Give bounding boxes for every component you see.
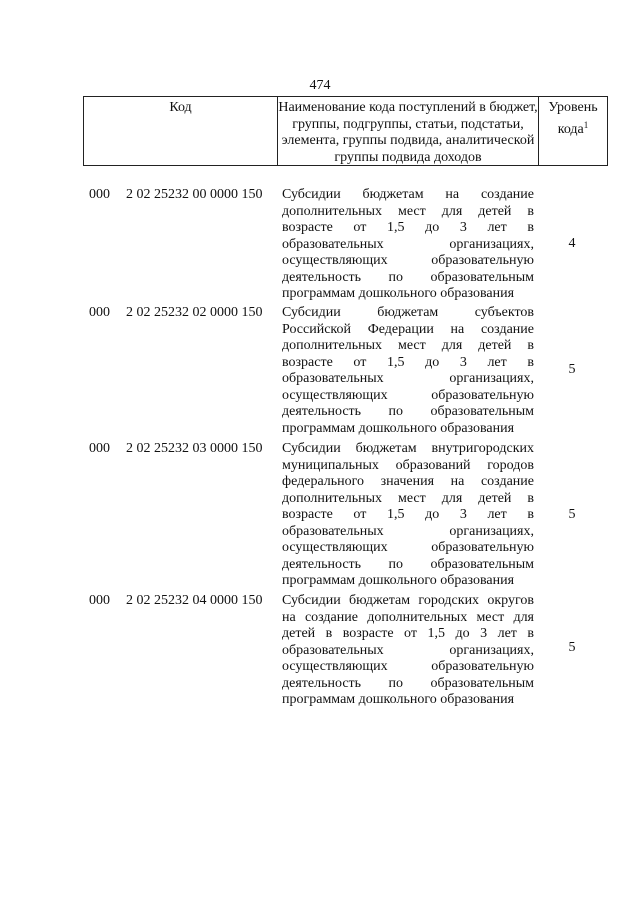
- row-revenue-code: 2 02 25232 04 0000 150: [126, 593, 263, 608]
- row-revenue-code: 2 02 25232 03 0000 150: [126, 441, 263, 456]
- row-admin-code: 000: [89, 441, 110, 456]
- row-description: Субсидии бюджетам городских округов на создание дополнительных мест для детей в возрасте от 1,5 до 3 лет в образовательных организациях, осуществляющих образовательную деятельность по образовательным программам дошкольного образования: [282, 593, 534, 707]
- header-name: Наименование кода поступлений в бюджет, группы, подгруппы, статьи, подстатьи, элемента, группы подвида, аналитической группы подвида доходов: [278, 97, 539, 165]
- header-code: Код: [84, 97, 278, 165]
- page-number: 474: [309, 78, 331, 93]
- row-revenue-code: 2 02 25232 02 0000 150: [126, 305, 263, 320]
- header-level-label: Уровень кода: [548, 100, 598, 137]
- row-level: 4: [568, 236, 576, 251]
- row-level: 5: [568, 507, 576, 522]
- row-revenue-code: 2 02 25232 00 0000 150: [126, 187, 263, 202]
- header-level-footnote: 1: [583, 119, 589, 130]
- row-admin-code: 000: [89, 187, 110, 202]
- row-description: Субсидии бюджетам субъектов Российской Федерации на создание дополнительных мест для детей в возрасте от 1,5 до 3 лет в образовательных организациях, осуществляющих образовательную деятельность по образовательным программам дошкольного образования: [282, 305, 534, 436]
- row-level: 5: [568, 640, 576, 655]
- row-description: Субсидии бюджетам внутригородских муниципальных образований городов федерального значения на создание дополнительных мест для детей в возрасте от 1,5 до 3 лет в образовательных организациях, осуществляющих образовательную деятельность по образовательным программам дошкольного образования: [282, 441, 534, 588]
- table-header: [83, 96, 608, 166]
- header-level: [539, 97, 607, 165]
- row-level: 5: [568, 362, 576, 377]
- row-admin-code: 000: [89, 593, 110, 608]
- row-description: Субсидии бюджетам на создание дополнительных мест для детей в возрасте от 1,5 до 3 лет в образовательных организациях, осуществляющих образовательную деятельность по образовательным программам дошкольного образования: [282, 187, 534, 301]
- row-admin-code: 000: [89, 305, 110, 320]
